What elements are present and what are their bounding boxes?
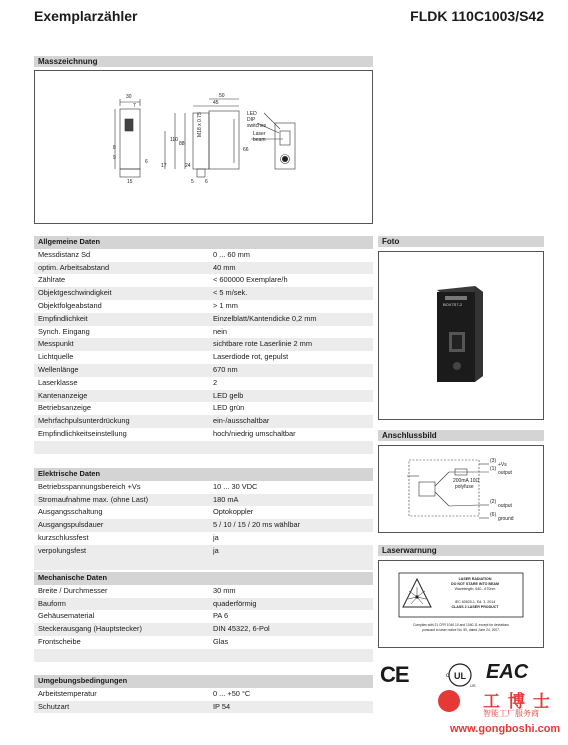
pin-6-label: ground xyxy=(498,516,514,522)
row-value: PA 6 xyxy=(213,611,229,621)
pin-2-number: (2) xyxy=(490,499,497,505)
table-row xyxy=(34,364,373,377)
product-photo xyxy=(379,252,543,419)
dim-50: 50 xyxy=(219,93,225,99)
wiring-diagram xyxy=(379,446,543,532)
row-label: Synch. Eingang xyxy=(38,326,90,336)
dim-6: 6 xyxy=(145,159,148,165)
ul-mark xyxy=(443,660,477,690)
row-value: > 1 mm xyxy=(213,300,238,310)
laser-footer-2: pursuant to laser notice No. 50, dated June 24, 2007. xyxy=(422,628,500,632)
table-row xyxy=(34,313,373,326)
laser-line-2: DO NOT STARE INTO BEAM xyxy=(451,582,499,586)
laser-hazard-icon xyxy=(415,595,418,598)
row-value: ja xyxy=(213,545,219,555)
table-row xyxy=(34,701,373,714)
row-value: 10 ... 30 VDC xyxy=(213,481,258,491)
watermark-subtitle: 智能工厂服务商 xyxy=(483,709,539,718)
table-row xyxy=(34,300,373,313)
dim-7: 7 xyxy=(133,103,136,109)
table-row xyxy=(34,506,373,519)
row-label: Betriebsspannungsbereich +Vs xyxy=(38,481,141,491)
table-row xyxy=(34,338,373,351)
row-value: 180 mA xyxy=(213,494,239,504)
row-label: Arbeitstemperatur xyxy=(38,688,97,698)
pin-1-number: (1) xyxy=(490,466,497,472)
row-value: DIN 45322, 6-Pol xyxy=(213,624,270,634)
table-row xyxy=(34,623,373,636)
table-row xyxy=(34,415,373,428)
eac-mark: EAC xyxy=(486,661,529,683)
table-row xyxy=(34,610,373,623)
table-row xyxy=(34,262,373,275)
row-label: Empfindlichkeit xyxy=(38,313,88,323)
ul-mark-text: UL xyxy=(454,671,466,681)
label-dip: DIP xyxy=(247,117,256,123)
table-header xyxy=(34,572,373,585)
table-row xyxy=(34,598,373,611)
table-row xyxy=(34,688,373,701)
row-value: 0 ... 60 mm xyxy=(213,249,250,259)
row-value: 30 mm xyxy=(213,585,236,595)
dim-45: 45 xyxy=(213,100,219,106)
row-value: < 600000 Exemplare/h xyxy=(213,275,288,285)
device-label: BOX7S7-2 xyxy=(443,302,463,307)
table-row xyxy=(34,287,373,300)
laser-line-5: CLASS 2 LASER PRODUCT xyxy=(451,605,499,609)
label-beam: beam xyxy=(253,137,266,143)
table-row xyxy=(34,274,373,287)
section-heading-photo: Foto xyxy=(378,236,544,247)
table-header xyxy=(34,675,373,688)
dim-66: 66 xyxy=(243,147,249,153)
row-value: 2 xyxy=(213,377,218,387)
row-value: Einzelblatt/Kantendicke 0,2 mm xyxy=(213,313,317,323)
table-spacer xyxy=(34,558,373,571)
table-row xyxy=(34,532,373,545)
table-row xyxy=(34,249,373,262)
row-label: Frontscheibe xyxy=(38,636,81,646)
general-data-table xyxy=(34,236,373,454)
section-heading-electrical: Elektrische Daten xyxy=(38,469,101,478)
row-label: Objektgeschwindigkeit xyxy=(38,288,112,298)
row-value: quaderförmig xyxy=(213,598,257,608)
row-label: Objektfolgeabstand xyxy=(38,300,102,310)
document-title: Exemplarzähler xyxy=(34,8,138,24)
environment-data-table xyxy=(34,675,373,713)
row-label: Gehäusematerial xyxy=(38,611,95,621)
row-value: sichtbare rote Laserlinie 2 mm xyxy=(213,339,312,349)
row-label: Messdistanz Sd xyxy=(38,249,91,259)
table-spacer xyxy=(34,649,373,662)
row-label: Breite / Durchmesser xyxy=(38,585,108,595)
ul-mark-us: US xyxy=(470,683,476,688)
laser-line-1: LASER RADIATION xyxy=(458,577,492,581)
table-row xyxy=(34,636,373,649)
row-label: Betriebsanzeige xyxy=(38,403,92,413)
row-value: ein-/ausschaltbar xyxy=(213,416,270,426)
row-label: Empfindlichkeitseinstellung xyxy=(38,428,127,438)
laser-footer-1: Complies with 21 CFR 1040.10 and 1040.11 except for deviations xyxy=(413,623,509,627)
laser-warning-box xyxy=(378,560,544,648)
row-label: kurzschlussfest xyxy=(38,532,89,542)
section-heading-laser-warning: Laserwarnung xyxy=(378,545,544,556)
laser-line-3: Wavelength: 640...670nm xyxy=(454,587,496,591)
row-label: Stromaufnahme max. (ohne Last) xyxy=(38,494,149,504)
section-heading-general: Allgemeine Daten xyxy=(38,237,101,246)
row-value: LED gelb xyxy=(213,390,244,400)
section-heading-mechanical: Mechanische Daten xyxy=(38,573,108,582)
row-value: nein xyxy=(213,326,227,336)
row-label: Bauform xyxy=(38,598,66,608)
mechanical-data-table xyxy=(34,572,373,662)
row-label: Ausgangsschaltung xyxy=(38,507,103,517)
row-value: IP 54 xyxy=(213,701,231,711)
watermark-logo-icon xyxy=(438,690,460,712)
laser-warning-label xyxy=(379,561,543,647)
row-label: Wellenlänge xyxy=(38,364,79,374)
label-laser: Laser xyxy=(253,131,266,137)
row-value: 5 / 10 / 15 / 20 ms wählbar xyxy=(213,520,301,530)
row-value: 0 ... +50 °C xyxy=(213,688,251,698)
table-row xyxy=(34,402,373,415)
row-value: 670 nm xyxy=(213,364,238,374)
section-heading-connection: Anschlussbild xyxy=(378,430,544,441)
row-value: hoch/niedrig umschaltbar xyxy=(213,428,296,438)
laser-line-4: IEC 60825-1, Ed. 3, 2014 xyxy=(454,600,496,604)
model-number: FLDK 110C1003/S42 xyxy=(410,8,544,24)
table-header xyxy=(34,236,373,249)
table-row xyxy=(34,545,373,558)
connection-box xyxy=(378,445,544,533)
ce-mark: CE xyxy=(380,662,409,687)
row-label: Lichtquelle xyxy=(38,352,74,362)
dimension-drawing-box xyxy=(34,70,373,224)
table-row xyxy=(34,585,373,598)
table-row xyxy=(34,390,373,403)
table-row xyxy=(34,326,373,339)
fuse-type-label: polyfuse xyxy=(455,484,474,490)
dim-9: 9 xyxy=(113,155,116,161)
row-value: ja xyxy=(213,532,219,542)
row-label: optim. Arbeitsabstand xyxy=(38,262,110,272)
table-row xyxy=(34,377,373,390)
watermark-brand: 工博士 xyxy=(483,692,558,711)
label-led: LED xyxy=(247,111,257,117)
dim-5: 5 xyxy=(191,179,194,185)
row-label: Laserklasse xyxy=(38,377,78,387)
dim-88: 88 xyxy=(179,141,185,147)
label-switches: switches xyxy=(247,123,267,129)
dim-15: 15 xyxy=(127,179,133,185)
dim-8: 8 xyxy=(113,145,116,151)
pin-2-label: output xyxy=(498,503,512,509)
table-row xyxy=(34,351,373,364)
table-row xyxy=(34,519,373,532)
pin-6-number: (6) xyxy=(490,512,497,518)
row-label: Schutzart xyxy=(38,701,70,711)
row-value: Optokoppler xyxy=(213,507,254,517)
row-label: Ausgangspulsdauer xyxy=(38,520,104,530)
dim-m18: M18 x 0.75 xyxy=(197,112,203,137)
table-spacer xyxy=(34,441,373,454)
row-value: Glas xyxy=(213,636,229,646)
photo-box xyxy=(378,251,544,420)
ul-mark-c: c xyxy=(446,673,449,679)
watermark-url: www.gongboshi.com xyxy=(450,723,561,735)
fuse-label: 200mA 10Ω xyxy=(453,478,480,484)
row-label: Zählrate xyxy=(38,275,66,285)
dimension-drawing xyxy=(35,71,372,223)
row-value: 40 mm xyxy=(213,262,236,272)
row-value: LED grün xyxy=(213,403,245,413)
dim-6b: 6 xyxy=(205,179,208,185)
dim-30: 30 xyxy=(126,94,132,100)
row-label: Messpunkt xyxy=(38,339,74,349)
row-label: Mehrfachpulsunterdrückung xyxy=(38,416,130,426)
dim-110: 110 xyxy=(170,137,178,143)
table-row xyxy=(34,481,373,494)
pin-3-number: (3) xyxy=(490,458,497,464)
row-label: Steckerausgang (Hauptstecker) xyxy=(38,624,142,634)
pin-1-label: output xyxy=(498,470,512,476)
row-value: Laserdiode rot, gepulst xyxy=(213,352,289,362)
section-heading-dimensions: Masszeichnung xyxy=(34,56,373,67)
electrical-data-table xyxy=(34,468,373,570)
table-header xyxy=(34,468,373,481)
row-label: verpolungsfest xyxy=(38,545,87,555)
row-value: < 5 m/sek. xyxy=(213,288,248,298)
pin-3-label: +Vs xyxy=(498,462,507,468)
table-row xyxy=(34,428,373,441)
dim-17: 17 xyxy=(161,163,167,169)
section-heading-environment: Umgebungsbedingungen xyxy=(38,676,128,685)
dim-24: 24 xyxy=(185,163,191,169)
table-row xyxy=(34,494,373,507)
row-label: Kantenanzeige xyxy=(38,390,88,400)
